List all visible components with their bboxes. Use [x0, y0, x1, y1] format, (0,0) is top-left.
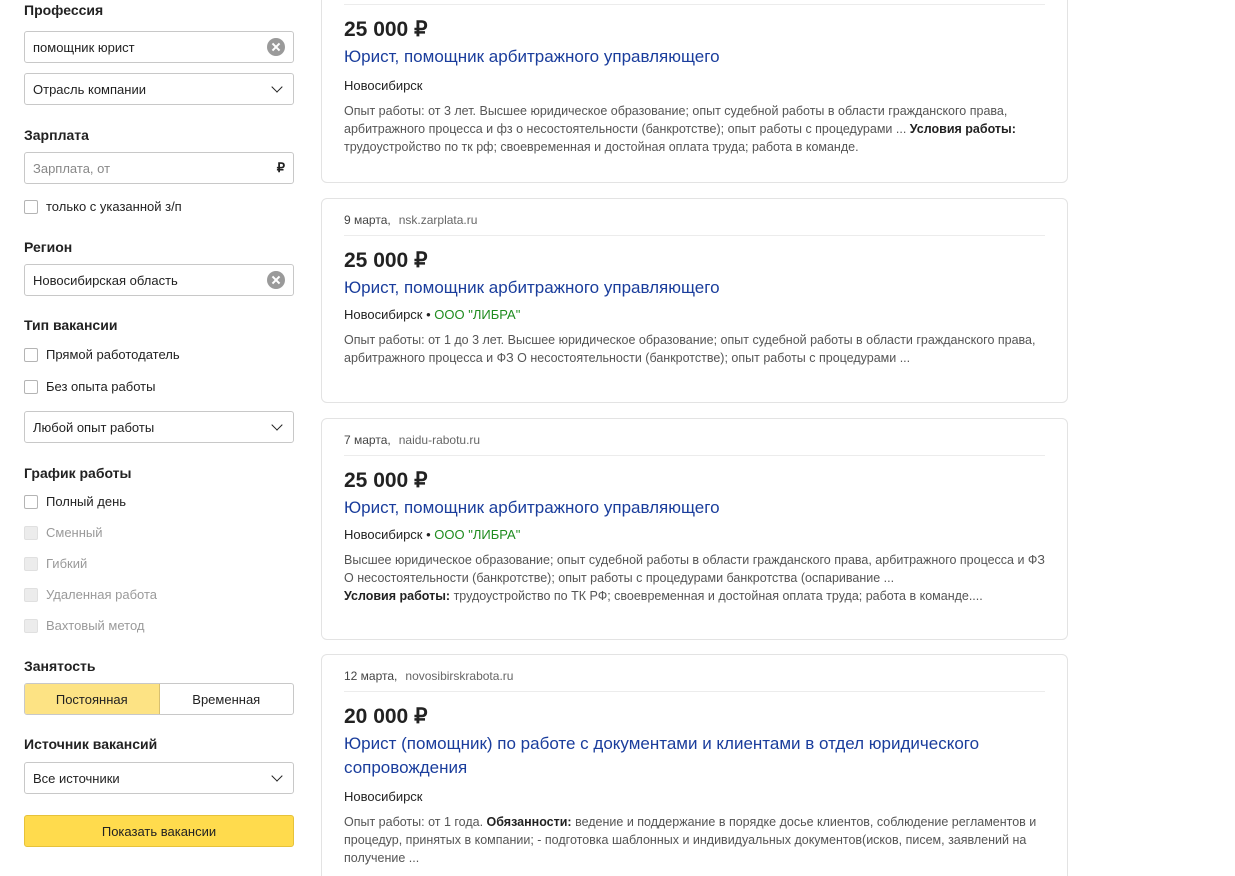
vacancy-description [344, 102, 1045, 156]
vacancy-date: 12 марта, [344, 669, 398, 683]
region-input[interactable] [24, 264, 294, 296]
employment-temporary-button[interactable]: Временная [192, 691, 261, 707]
schedule-shift-method-checkbox [24, 618, 145, 633]
profession-input[interactable] [24, 31, 294, 63]
vacancy-title-link[interactable]: Юрист, помощник арбитражного управляющего [344, 47, 720, 66]
desc-text: трудоустройство по ТК РФ; своевременная и достойная оплата труда; работа в команде.... [450, 589, 983, 603]
vacancy-city: Новосибирск [344, 78, 423, 93]
schedule-label: Полный день [46, 494, 127, 509]
schedule-title: График работы [24, 465, 132, 481]
profession-title: Профессия [24, 2, 104, 18]
desc-text: Опыт работы: от 3 лет. Высшее юридическое образование; опыт судебной работы в области гражданского права, арбитражного процесса и фз о несостоятельности (банкротстве); опыт работы с процедурами ... [344, 104, 1008, 136]
vacancy-type-title: Тип вакансии [24, 317, 118, 333]
checkbox-box [24, 526, 38, 540]
schedule-label: Сменный [46, 525, 103, 540]
desc-text: Высшее юридическое образование; опыт судебной работы в области гражданского права, арбитражного процесса и ФЗ О несостоятельности (банкротстве); опыт работы с процедурами банкротства (оспаривание ... [344, 553, 1045, 585]
no-experience-checkbox[interactable] [24, 379, 155, 394]
vacancy-card [321, 198, 1068, 403]
clear-icon[interactable] [267, 38, 285, 56]
region-value: Новосибирская область [33, 272, 178, 288]
schedule-label: Вахтовый метод [46, 618, 145, 633]
desc-text: ведение и поддержание в порядке досье клиентов, соблюдение регламентов и процедур, принятых в компании; - подготовка шаблонных и индивидуальных документов(исков, писем, заявлений на получение ... [344, 815, 1037, 865]
no-experience-label: Без опыта работы [46, 379, 156, 394]
vacancy-card [321, 654, 1068, 876]
checkbox-box [24, 588, 38, 602]
vacancy-salary: 25 000 ₽ [344, 18, 428, 41]
vacancy-company-link[interactable]: ООО "ЛИБРА" [434, 527, 521, 542]
checkbox-box[interactable] [24, 200, 38, 214]
source-select[interactable] [24, 762, 294, 794]
direct-employer-checkbox[interactable] [24, 347, 180, 362]
vacancy-location [344, 789, 1045, 804]
vacancy-title-link[interactable]: Юрист (помощник) по работе с документами и клиентами в отдел юридического сопровождения [344, 734, 980, 777]
desc-text: трудоустройство по тк рф; своевременная и достойная оплата труда; работа в команде. [344, 140, 859, 154]
schedule-label: Удаленная работа [46, 587, 158, 602]
employment-title: Занятость [24, 658, 96, 674]
ruble-icon: ₽ [276, 160, 285, 175]
chevron-down-icon [271, 770, 282, 781]
vacancy-card [321, 418, 1068, 640]
vacancy-description [344, 551, 1045, 605]
vacancy-meta [344, 669, 1045, 683]
checkbox-box[interactable] [24, 495, 38, 509]
vacancy-city: Новосибирск [344, 789, 423, 804]
only-with-salary-label: только с указанной з/п [46, 199, 182, 214]
vacancy-city: Новосибирск [344, 307, 423, 322]
vacancy-source-link[interactable]: naidu-rabotu.ru [398, 433, 481, 447]
vacancy-salary: 25 000 ₽ [344, 249, 428, 272]
vacancy-title-link[interactable]: Юрист, помощник арбитражного управляющего [344, 278, 720, 297]
desc-bold: Условия работы: [344, 589, 451, 603]
show-vacancies-button[interactable]: Показать вакансии [24, 815, 294, 847]
vacancy-description [344, 331, 1045, 367]
industry-select[interactable] [24, 73, 294, 105]
schedule-remote-checkbox [24, 587, 157, 602]
chevron-down-icon [271, 419, 282, 430]
profession-value: помощник юрист [33, 39, 135, 55]
schedule-shift-checkbox [24, 525, 103, 540]
region-title: Регион [24, 239, 73, 255]
desc-text: Опыт работы: от 1 года. [344, 815, 487, 829]
schedule-label: Гибкий [46, 556, 88, 571]
vacancy-card [321, 0, 1068, 183]
divider [344, 235, 1045, 236]
vacancy-location: Новосибирск • ООО "ЛИБРА" [344, 527, 521, 542]
source-title: Источник вакансий [24, 736, 158, 752]
vacancy-description [344, 813, 1045, 867]
desc-bold: Обязанности: [486, 815, 572, 829]
vacancy-source-link[interactable]: novosibirskrabota.ru [405, 669, 514, 683]
divider [344, 4, 1045, 5]
vacancy-salary: 20 000 ₽ [344, 705, 428, 728]
salary-title: Зарплата [24, 127, 89, 143]
experience-label: Любой опыт работы [33, 419, 155, 435]
desc-bold: Условия работы: [909, 122, 1016, 136]
vacancy-location [344, 78, 1045, 93]
divider [344, 691, 1045, 692]
vacancy-date: 7 марта, [344, 433, 391, 447]
vacancy-salary: 25 000 ₽ [344, 469, 428, 492]
salary-input[interactable] [24, 152, 294, 184]
employment-toggle [24, 683, 294, 715]
checkbox-box[interactable] [24, 348, 38, 362]
vacancy-meta [344, 433, 1045, 447]
clear-icon[interactable] [267, 271, 285, 289]
salary-placeholder: Зарплата, от [33, 160, 111, 176]
desc-text: Опыт работы: от 1 до 3 лет. Высшее юридическое образование; опыт судебной работы в области гражданского права, арбитражного процесса и ФЗ О несостоятельности (банкротстве); опыт работы с процедурами ... [344, 333, 1036, 365]
employment-permanent-button[interactable]: Постоянная [25, 684, 160, 714]
chevron-down-icon [271, 81, 282, 92]
experience-select[interactable] [24, 411, 294, 443]
vacancy-meta [344, 213, 1045, 227]
checkbox-box [24, 619, 38, 633]
direct-employer-label: Прямой работодатель [46, 347, 180, 362]
checkbox-box [24, 557, 38, 571]
vacancy-date: 9 марта, [344, 213, 391, 227]
schedule-full-day-checkbox[interactable] [24, 494, 126, 509]
vacancy-location: Новосибирск • ООО "ЛИБРА" [344, 307, 521, 322]
industry-label: Отрасль компании [33, 81, 146, 97]
vacancy-city: Новосибирск [344, 527, 423, 542]
schedule-flexible-checkbox [24, 556, 87, 571]
only-with-salary-checkbox[interactable] [24, 199, 182, 214]
vacancy-company-link[interactable]: ООО "ЛИБРА" [434, 307, 521, 322]
source-label: Все источники [33, 770, 120, 786]
checkbox-box[interactable] [24, 380, 38, 394]
vacancy-title-link[interactable]: Юрист, помощник арбитражного управляющего [344, 498, 720, 517]
vacancy-source-link[interactable]: nsk.zarplata.ru [398, 213, 478, 227]
divider [344, 455, 1045, 456]
